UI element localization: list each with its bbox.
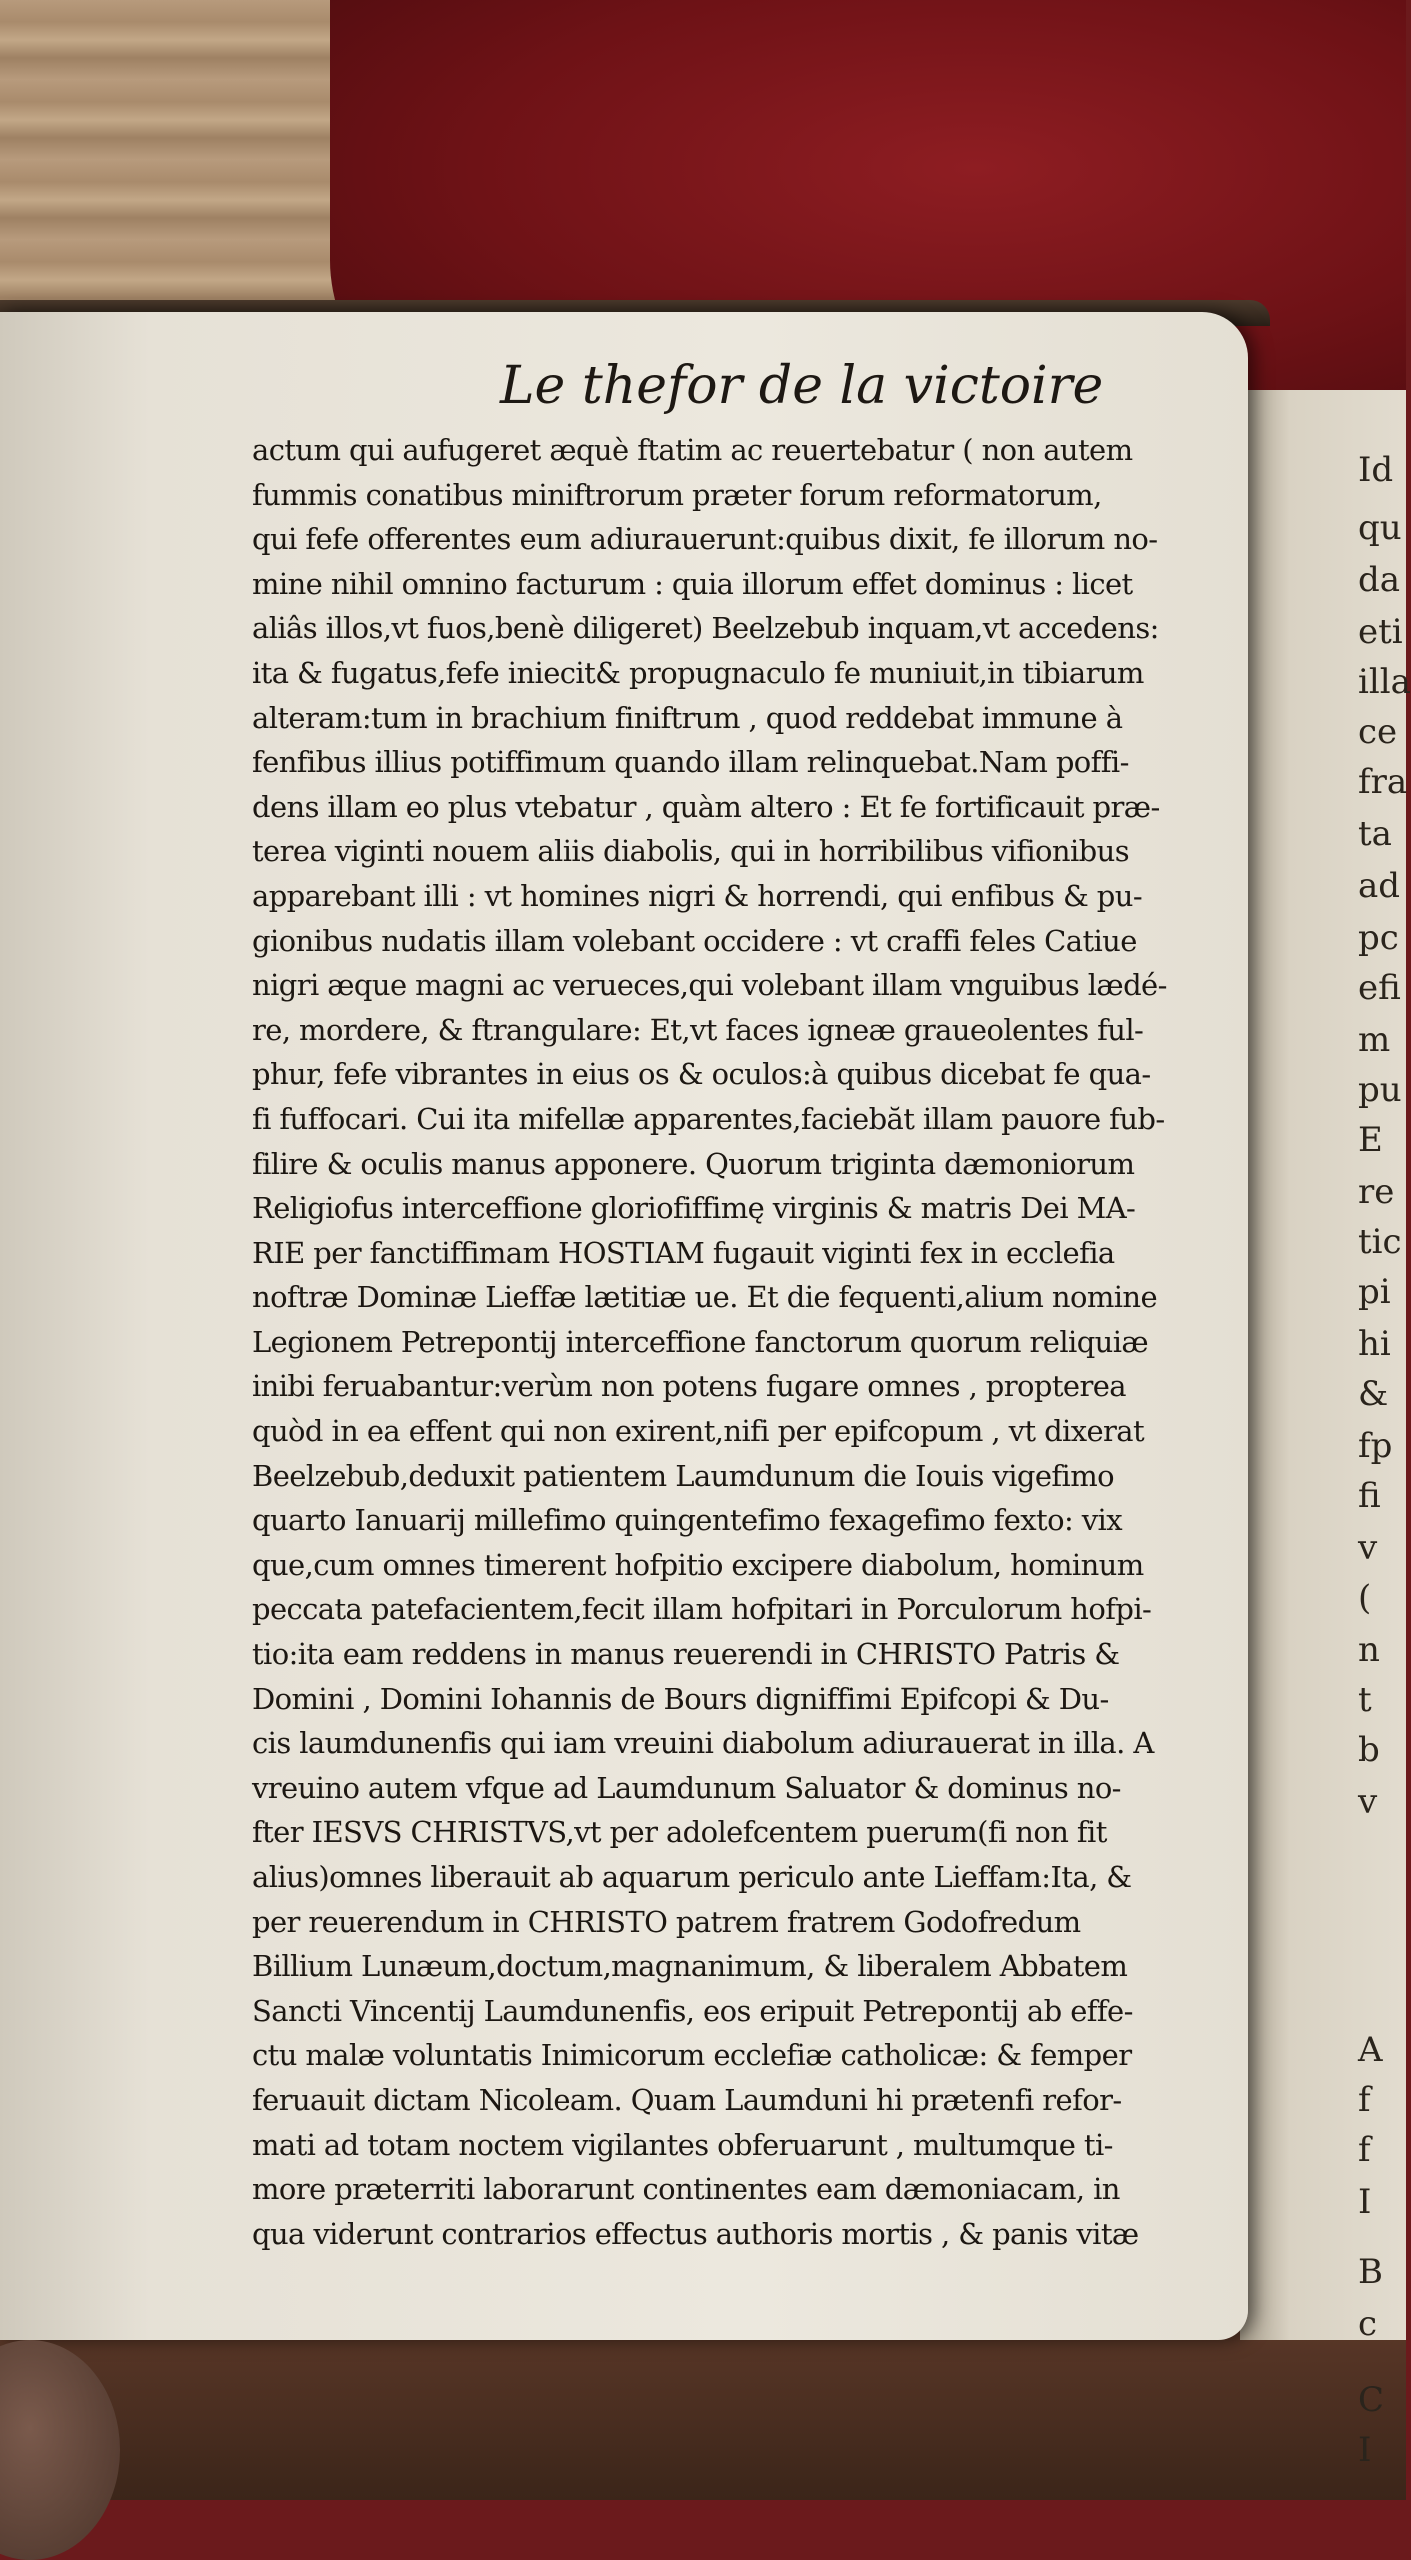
facing-page-fragment: eti xyxy=(1358,612,1403,652)
text-line: fenfibus illius potiffimum quando illam relinquebat.Nam poffi- xyxy=(252,745,1129,780)
facing-page-fragment: C xyxy=(1358,2380,1385,2420)
text-line: aliâs illos,vt fuos,benè diligeret) Beelzebub inquam,vt accedens: xyxy=(252,611,1159,646)
facing-page-fragment: fp xyxy=(1358,1426,1393,1466)
text-line: mati ad totam noctem vigilantes obferuarunt , multumque ti- xyxy=(252,2127,1113,2162)
facing-page-fragment: b xyxy=(1358,1730,1380,1770)
text-line: fummis conatibus miniftrorum præter forum reformatorum, xyxy=(252,477,1102,512)
facing-page-fragment: pc xyxy=(1358,918,1399,958)
facing-page-fragment: ce xyxy=(1358,712,1398,752)
text-line: alteram:tum in brachium finiftrum , quod reddebat immune à xyxy=(252,700,1123,735)
text-line: RIE per fanctiffimam HOSTIAM fugauit viginti fex in ecclefia xyxy=(252,1235,1115,1270)
text-line: per reuerendum in CHRISTO patrem fratrem Godofredum xyxy=(252,1904,1081,1939)
text-line: fi fuffocari. Cui ita mifellæ apparentes,faciebăt illam pauore fub- xyxy=(252,1101,1165,1136)
text-line: quarto Ianuarij millefimo quingentefimo fexagefimo fexto: vix xyxy=(252,1503,1122,1538)
facing-page-fragment: fi xyxy=(1358,1476,1381,1516)
text-line: ita & fugatus,fefe iniecit& propugnaculo fe muniuit,in tibiarum xyxy=(252,655,1144,690)
text-line: fter IESVS CHRISTVS,vt per adolefcentem puerum(fi non fit xyxy=(252,1815,1107,1850)
text-line: apparebant illi : vt homines nigri & horrendi, qui enfibus & pu- xyxy=(252,878,1143,913)
text-line: phur, fefe vibrantes in eius os & oculos:à quibus dicebat fe qua- xyxy=(252,1057,1151,1092)
facing-page-fragment: fra xyxy=(1358,762,1408,802)
facing-page-fragment: qu xyxy=(1358,508,1402,548)
text-line: cis laumdunenfis qui iam vreuini diabolum adiurauerat in illa. A xyxy=(252,1726,1154,1761)
text-line: mine nihil omnino facturum : quia illorum effet dominus : licet xyxy=(252,566,1133,601)
text-line: more præterriti laborarunt continentes eam dæmoniacam, in xyxy=(252,2172,1120,2207)
facing-page-fragment: v xyxy=(1358,1528,1378,1568)
facing-page-fragment: I xyxy=(1358,2182,1372,2222)
text-line: vreuino autem vfque ad Laumdunum Saluator & dominus no- xyxy=(252,1770,1121,1805)
facing-page-fragment: f xyxy=(1358,2080,1371,2120)
text-line: terea viginti nouem aliis diabolis, qui in horribilibus vifionibus xyxy=(252,834,1129,869)
facing-page-fragment: ad xyxy=(1358,866,1401,906)
facing-page-fragment: tic xyxy=(1358,1222,1402,1262)
text-line: noftræ Dominæ Lieffæ lætitiæ ue. Et die fequenti,alium nomine xyxy=(252,1280,1158,1315)
text-line: qua viderunt contrarios effectus authoris mortis , & panis vitæ xyxy=(252,2216,1139,2251)
facing-page-fragment: E xyxy=(1358,1120,1383,1160)
facing-page-fragment: t xyxy=(1358,1680,1372,1720)
text-line: Beelzebub,deduxit patientem Laumdunum die Iouis vigefimo xyxy=(252,1458,1114,1493)
text-line: filire & oculis manus apponere. Quorum triginta dæmoniorum xyxy=(252,1146,1135,1181)
text-line: inibi feruabantur:verùm non potens fugare omnes , propterea xyxy=(252,1369,1126,1404)
text-line: gionibus nudatis illam volebant occidere : vt craffi feles Catiue xyxy=(252,923,1137,958)
text-line: actum qui aufugeret æquè ftatim ac reuertebatur ( non autem xyxy=(252,433,1133,467)
facing-page-fragment: v xyxy=(1358,1782,1378,1822)
facing-page-fragment: da xyxy=(1358,560,1401,600)
facing-page-fragment: n xyxy=(1358,1630,1380,1670)
facing-page-fragment: pi xyxy=(1358,1272,1391,1312)
facing-page-fragment: Id xyxy=(1358,450,1394,490)
facing-page-edge xyxy=(1240,390,1411,2470)
facing-page-fragment: I xyxy=(1358,2430,1372,2470)
text-line: dens illam eo plus vtebatur , quàm altero : Et fe fortificauit præ- xyxy=(252,789,1160,824)
facing-page-fragment: hi xyxy=(1358,1324,1391,1364)
text-line: Religiofus interceffione gloriofiffimę virginis & matris Dei MA- xyxy=(252,1191,1136,1226)
text-line: Domini , Domini Iohannis de Bours digniffimi Epifcopi & Du- xyxy=(252,1681,1109,1716)
facing-page-fragment: & xyxy=(1358,1374,1389,1414)
text-line: alius)omnes liberauit ab aquarum periculo ante Lieffam:Ita, & xyxy=(252,1860,1132,1894)
text-line: nigri æque magni ac verueces,qui volebant illam vnguibus lædé- xyxy=(252,968,1167,1003)
text-line: Sancti Vincentij Laumdunenfis, eos eripuit Petrepontij ab effe- xyxy=(252,1993,1133,2028)
text-line: re, mordere, & ftrangulare: Et,vt faces igneæ graueolentes ful- xyxy=(252,1012,1144,1047)
text-line: que,cum omnes timerent hofpitio excipere diabolum, hominum xyxy=(252,1547,1144,1582)
facing-page-fragment: efi xyxy=(1358,968,1401,1008)
running-title: Le thefor de la victoire xyxy=(500,356,1104,416)
facing-page-fragment: m xyxy=(1358,1020,1391,1060)
facing-page-fragment: B xyxy=(1358,2252,1383,2292)
text-line: qui fefe offerentes eum adiurauerunt:quibus dixit, fe illorum no- xyxy=(252,522,1158,557)
text-line: feruauit dictam Nicoleam. Quam Laumduni hi prætenfi refor- xyxy=(252,2082,1122,2117)
text-line: Legionem Petrepontij interceffione fanctorum quorum reliquiæ xyxy=(252,1324,1149,1359)
page-body-text xyxy=(252,428,1212,2256)
text-line: quòd in ea effent qui non exirent,nifi per epifcopum , vt dixerat xyxy=(252,1414,1145,1449)
text-line: ctu malæ voluntatis Inimicorum ecclefiæ catholicæ: & femper xyxy=(252,2038,1132,2073)
book-page xyxy=(0,312,1248,2340)
text-line: Billium Lunæum,doctum,magnanimum, & liberalem Abbatem xyxy=(252,1949,1128,1984)
facing-page-fragment: illa xyxy=(1358,662,1411,702)
facing-page-fragment: ( xyxy=(1358,1578,1372,1618)
facing-page-fragment: A xyxy=(1358,2030,1383,2070)
facing-page-fragment: f xyxy=(1358,2130,1371,2170)
facing-page-fragment: c xyxy=(1358,2304,1378,2344)
facing-page-fragment: pu xyxy=(1358,1070,1402,1110)
text-line: tio:ita eam reddens in manus reuerendi in CHRISTO Patris & xyxy=(252,1637,1120,1672)
facing-page-fragment: re xyxy=(1358,1172,1395,1212)
facing-page-fragment: ta xyxy=(1358,814,1392,854)
text-line: peccata patefacientem,fecit illam hofpitari in Porculorum hofpi- xyxy=(252,1592,1152,1627)
